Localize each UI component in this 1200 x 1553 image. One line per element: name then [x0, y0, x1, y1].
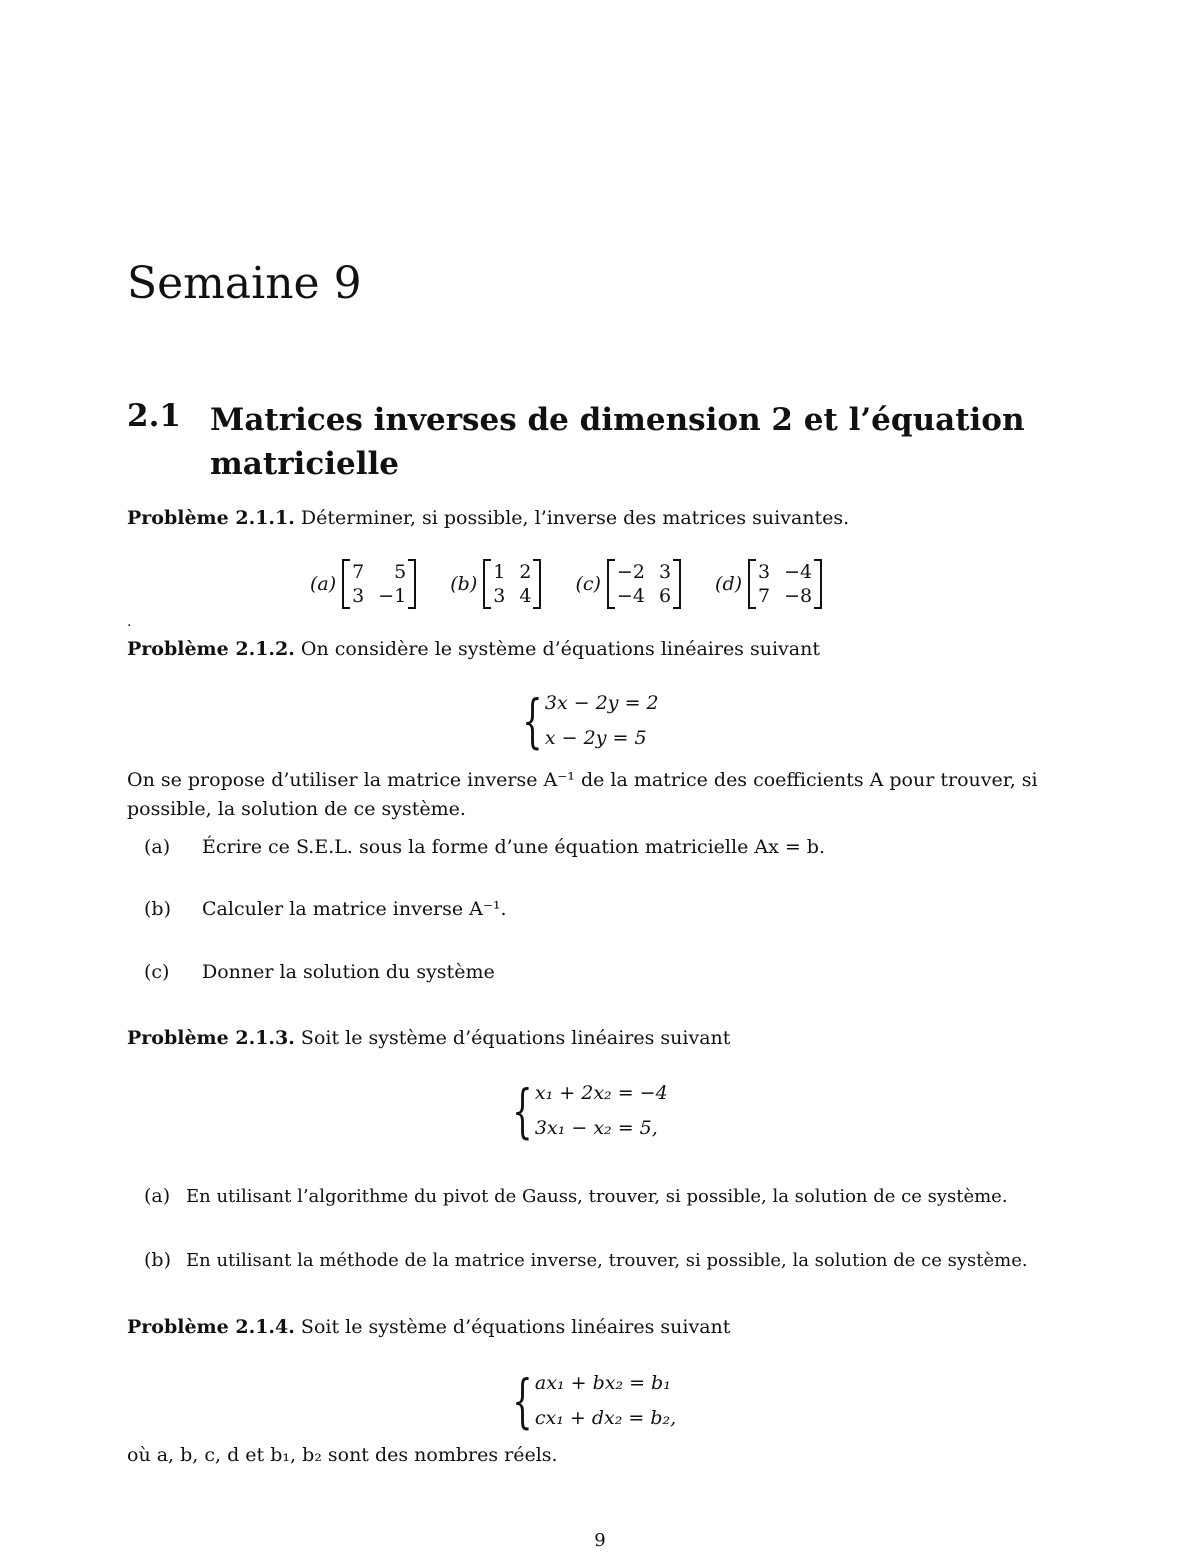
list-item [144, 958, 495, 987]
equation-system-3 [504, 1366, 676, 1436]
matrix-label-a: (a) [310, 573, 337, 595]
item-text: Donner la solution du système [202, 961, 495, 983]
left-brace: { [512, 1367, 533, 1435]
equation: x₁ + 2x₂ = −4 [534, 1082, 668, 1104]
item-text: Écrire ce S.E.L. sous la forme d’une équation matricielle Ax = b. [202, 836, 825, 858]
equation: ax₁ + bx₂ = b₁ [534, 1372, 671, 1394]
problem-text: Déterminer, si possible, l’inverse des matrices suivantes. [300, 507, 850, 529]
matrix-cell: 3 [352, 585, 365, 607]
matrix-cell: 3 [758, 561, 771, 583]
matrix-cell: 7 [758, 585, 771, 607]
problem-body: où a, b, c, d et b₁, b₂ sont des nombres réels. [127, 1444, 558, 1466]
trailing-dot: . [127, 614, 132, 630]
matrix-cell: −4 [616, 585, 645, 607]
matrix-cell: 1 [493, 561, 506, 583]
problem-body: On se propose d’utiliser la matrice inverse A⁻¹ de la matrice des coefficients A pour trouver, si possible, la solution de ce système. [127, 769, 1038, 820]
item-text: En utilisant l’algorithme du pivot de Gauss, trouver, si possible, la solution de ce système. [186, 1186, 1008, 1207]
page-number: 9 [594, 1530, 606, 1551]
matrix-cell: 2 [519, 561, 532, 583]
list-item [144, 1246, 1028, 1275]
item-label: (b) [144, 1249, 171, 1271]
matrix-cell: 7 [352, 561, 365, 583]
matrix-list [310, 552, 822, 616]
problem-label: Problème 2.1.2. [127, 638, 295, 660]
matrix-cell: −4 [784, 561, 813, 583]
matrix-cell: −1 [378, 585, 407, 607]
problem-2-1-3 [127, 1024, 730, 1053]
matrix-b [483, 559, 541, 609]
matrix-c [607, 559, 681, 609]
matrix-d [748, 559, 822, 609]
equation: 3x − 2y = 2 [544, 692, 659, 714]
problem-label: Problème 2.1.4. [127, 1316, 295, 1338]
problem-2-1-1 [127, 504, 849, 533]
list-item [144, 895, 507, 924]
item-label: (b) [144, 898, 171, 920]
item-text: En utilisant la méthode de la matrice inverse, trouver, si possible, la solution de ce système. [186, 1250, 1028, 1271]
section-title: Matrices inverses de dimension 2 et l’équation matricielle [210, 402, 1025, 482]
matrix-cell: 5 [394, 561, 407, 583]
problem-label: Problème 2.1.3. [127, 1027, 295, 1049]
matrix-cell: 6 [658, 585, 672, 607]
problem-2-1-2 [127, 635, 820, 664]
equation: x − 2y = 5 [544, 727, 647, 749]
section-number: 2.1 [127, 398, 181, 434]
matrix-cell: −2 [616, 561, 645, 583]
equation: 3x₁ − x₂ = 5, [534, 1117, 658, 1139]
matrix-cell: 3 [493, 585, 506, 607]
matrix-cell: −8 [784, 585, 813, 607]
problem-text: On considère le système d’équations linéaires suivant [300, 638, 820, 660]
problem-2-1-4 [127, 1313, 730, 1342]
matrix-label-b: (b) [450, 573, 478, 595]
equation-system-1 [514, 686, 659, 756]
problem-text: Soit le système d’équations linéaires suivant [300, 1027, 731, 1049]
problem-text: Soit le système d’équations linéaires suivant [300, 1316, 731, 1338]
problem-label: Problème 2.1.1. [127, 507, 295, 529]
chapter-title: Semaine 9 [127, 258, 362, 309]
matrix-label-d: (d) [715, 573, 743, 595]
matrix-cell: 3 [658, 561, 672, 583]
item-label: (a) [144, 836, 171, 858]
matrix-cell: 4 [519, 585, 532, 607]
left-brace: { [522, 687, 543, 755]
matrix-label-c: (c) [575, 573, 601, 595]
equation-system-2 [504, 1076, 668, 1146]
matrix-a [342, 559, 416, 609]
item-text: Calculer la matrice inverse A⁻¹. [202, 898, 507, 920]
list-item [144, 833, 825, 862]
item-label: (a) [144, 1185, 171, 1207]
list-item [144, 1182, 1008, 1211]
equation: cx₁ + dx₂ = b₂, [534, 1407, 677, 1429]
left-brace: { [512, 1077, 533, 1145]
item-label: (c) [144, 961, 170, 983]
